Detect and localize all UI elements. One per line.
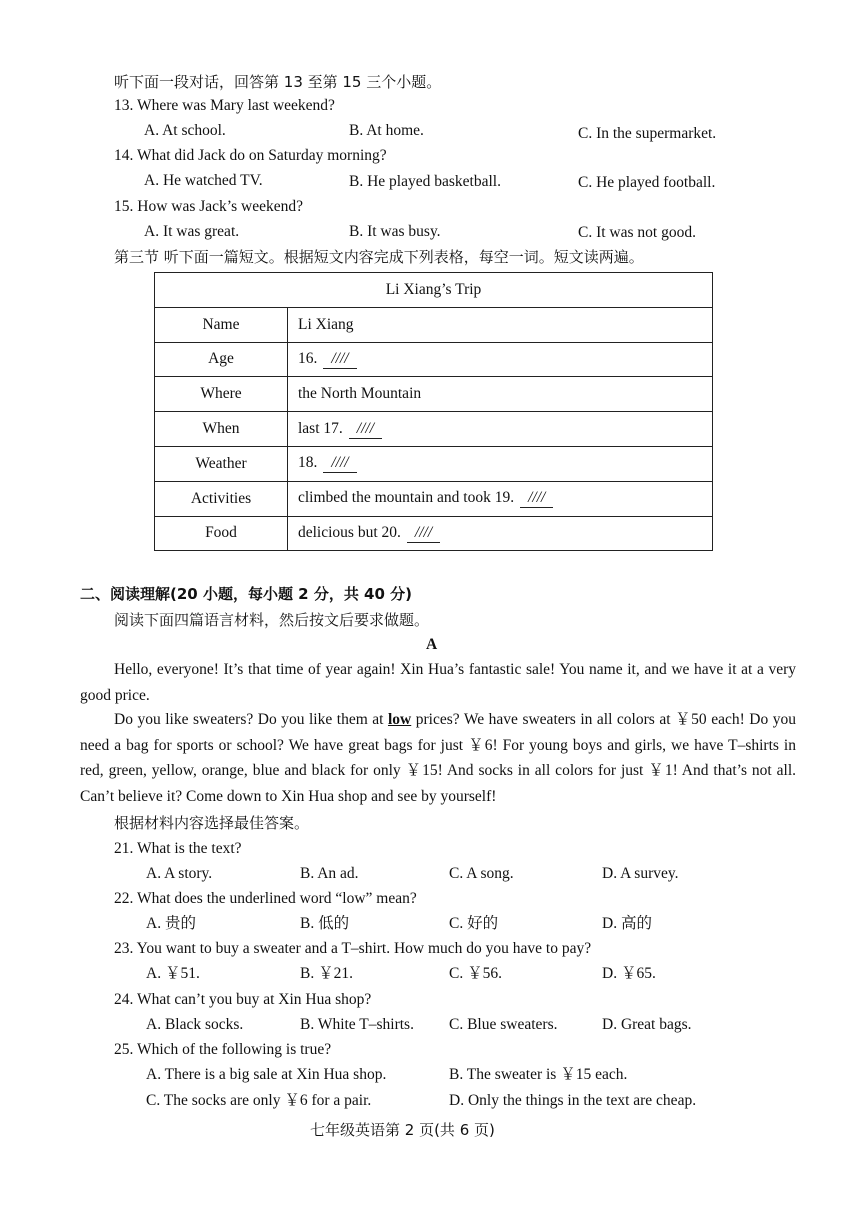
q15-option-c: C. It was not good.: [578, 224, 696, 241]
answer-blank-18[interactable]: ////: [323, 454, 356, 473]
q15-option-a: A. It was great.: [144, 223, 240, 240]
q24-option-c: C. Blue sweaters.: [449, 1016, 558, 1033]
row-value-text: climbed the mountain and took 19.: [298, 489, 515, 507]
q25-option-b: B. The sweater is ￥15 each.: [449, 1066, 628, 1083]
answer-blank-16[interactable]: ////: [323, 350, 356, 369]
q21-option-c: C. A song.: [449, 865, 514, 882]
q22-option-a: A. 贵的: [146, 915, 196, 932]
paragraph-1-text: Hello, everyone! It’s that time of year again! Xin Hua’s fantastic sale! You name it, and we have it at a very good price.: [80, 661, 796, 704]
q22-option-d: D. 高的: [602, 915, 652, 932]
trip-table: [154, 272, 713, 551]
listening-instruction: 听下面一段对话，回答第 13 至第 15 三个小题。: [114, 73, 442, 91]
question-15: 15. How was Jack’s weekend?: [114, 198, 303, 215]
row-value: [288, 481, 713, 516]
q14-option-a: A. He watched TV.: [144, 172, 263, 189]
q13-option-b: B. At home.: [349, 122, 424, 139]
q13-option-a: A. At school.: [144, 122, 226, 139]
row-label: When: [155, 412, 288, 447]
reading-heading: 二、阅读理解(20 小题，每小题 2 分，共 40 分): [80, 585, 413, 603]
question-13: 13. Where was Mary last weekend?: [114, 97, 335, 114]
row-label: Name: [155, 307, 288, 342]
table-row: [155, 446, 713, 481]
row-value-text: the North Mountain: [298, 385, 422, 403]
q21-option-d: D. A survey.: [602, 865, 679, 882]
q24-option-d: D. Great bags.: [602, 1016, 692, 1033]
table-title: Li Xiang’s Trip: [155, 273, 713, 308]
underlined-word: low: [387, 711, 412, 728]
table-row: [155, 516, 713, 551]
row-value-text: delicious but 20.: [298, 523, 401, 541]
question-14: 14. What did Jack do on Saturday morning?: [114, 147, 387, 164]
table-row: [155, 307, 713, 342]
q25-option-c: C. The socks are only ￥6 for a pair.: [146, 1092, 372, 1109]
q22-option-b: B. 低的: [300, 915, 350, 932]
q23-option-d: D. ￥65.: [602, 965, 656, 982]
question-25: 25. Which of the following is true?: [114, 1041, 332, 1058]
q21-option-b: B. An ad.: [300, 865, 359, 882]
q13-option-c: C. In the supermarket.: [578, 125, 717, 142]
row-value-text: 16.: [298, 349, 318, 367]
q21-option-a: A. A story.: [146, 865, 213, 882]
row-label: Age: [155, 342, 288, 377]
row-label: Weather: [155, 446, 288, 481]
q14-option-b: B. He played basketball.: [349, 173, 501, 190]
row-value: [288, 412, 713, 447]
row-value: [288, 377, 713, 412]
q23-option-c: C. ￥56.: [449, 965, 502, 982]
passage-label: A: [426, 636, 438, 653]
row-value: [288, 446, 713, 481]
paragraph-2-text-start: Do you like sweaters? Do you like them at: [114, 711, 388, 728]
row-value-text: 18.: [298, 454, 318, 472]
row-value-text: last 17.: [298, 419, 343, 437]
passage-paragraph-2: [80, 707, 796, 809]
q22-option-c: C. 好的: [449, 915, 499, 932]
table-row: [155, 342, 713, 377]
question-23: 23. You want to buy a sweater and a T–shirt. How much do you have to pay?: [114, 940, 592, 957]
table-row: [155, 412, 713, 447]
row-value: [288, 307, 713, 342]
q23-option-a: A. ￥51.: [146, 965, 200, 982]
row-value: [288, 516, 713, 551]
reading-instruction: 阅读下面四篇语言材料，然后按文后要求做题。: [114, 611, 430, 629]
choose-instruction: 根据材料内容选择最佳答案。: [114, 814, 310, 832]
paragraph-2-text-end: prices? We have sweaters in all colors at ￥50 each! Do you need a bag for sports or school? We have great bags for just ￥6! For young boys and girls, we have T–shirts in red, green, yellow, orange, blue and black for only ￥15! And socks in all colors for just ￥1! And that’s not all. Can’t believe it? Come down to Xin Hua shop and see by yourself!: [80, 711, 796, 805]
row-value-text: Li Xiang: [298, 315, 354, 333]
answer-blank-19[interactable]: ////: [520, 489, 553, 508]
row-value: [288, 342, 713, 377]
answer-blank-17[interactable]: ////: [349, 420, 382, 439]
question-22: 22. What does the underlined word “low” mean?: [114, 890, 417, 907]
q14-option-c: C. He played football.: [578, 174, 716, 191]
row-label: Activities: [155, 481, 288, 516]
question-21: 21. What is the text?: [114, 840, 242, 857]
q23-option-b: B. ￥21.: [300, 965, 353, 982]
page-footer: 七年级英语第 2 页(共 6 页): [310, 1121, 495, 1139]
q15-option-b: B. It was busy.: [349, 223, 441, 240]
question-24: 24. What can’t you buy at Xin Hua shop?: [114, 991, 372, 1008]
row-label: Food: [155, 516, 288, 551]
q25-option-a: A. There is a big sale at Xin Hua shop.: [146, 1066, 387, 1083]
section3-instruction: 第三节 听下面一篇短文。根据短文内容完成下列表格，每空一词。短文读两遍。: [114, 248, 644, 266]
passage-paragraph-1: [80, 657, 796, 708]
q24-option-b: B. White T–shirts.: [300, 1016, 414, 1033]
row-label: Where: [155, 377, 288, 412]
q25-option-d: D. Only the things in the text are cheap.: [449, 1092, 697, 1109]
answer-blank-20[interactable]: ////: [407, 524, 440, 543]
table-row: [155, 481, 713, 516]
q24-option-a: A. Black socks.: [146, 1016, 244, 1033]
table-row: [155, 377, 713, 412]
